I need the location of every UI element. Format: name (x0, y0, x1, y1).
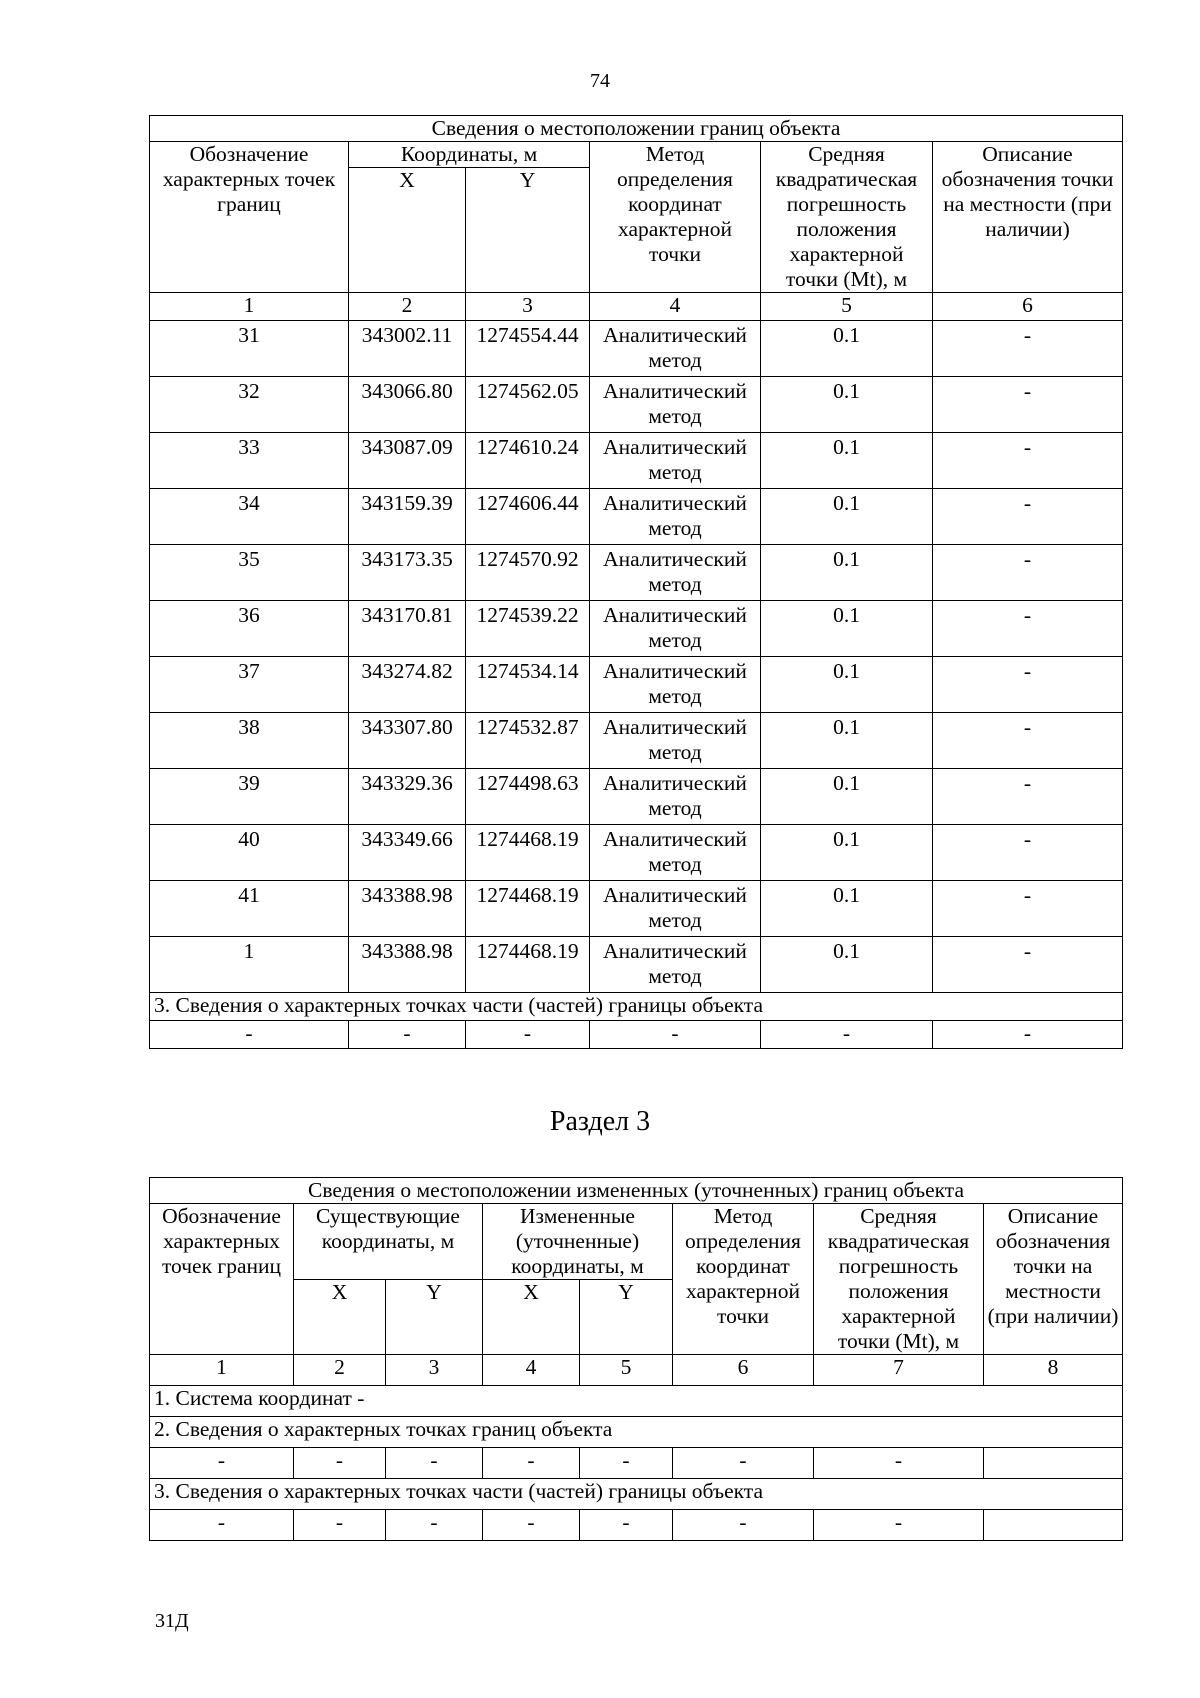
col-number: 5 (761, 293, 933, 321)
table-cell: 0.1 (761, 825, 933, 881)
header-y-existing: Y (386, 1280, 483, 1355)
header-existing-coords: Существующие координаты, м (294, 1204, 483, 1280)
table-cell: Аналитический метод (590, 545, 761, 601)
header-x-existing: X (294, 1280, 386, 1355)
table1-title: Сведения о местоположении границ объекта (150, 116, 1123, 142)
col-number: 4 (483, 1355, 580, 1386)
table-cell: - (933, 769, 1123, 825)
table-cell: Аналитический метод (590, 601, 761, 657)
table-cell: 0.1 (761, 601, 933, 657)
coordinate-system-row: 1. Система координат - (150, 1386, 1123, 1417)
table-cell: 343159.39 (349, 489, 466, 545)
table-row (150, 377, 1123, 433)
table-cell: - (150, 1510, 294, 1541)
table-row (150, 825, 1123, 881)
boundary-points-table (149, 115, 1123, 1049)
table-cell: - (349, 1021, 466, 1049)
table-cell: 1274610.24 (466, 433, 590, 489)
table-cell: 1274468.19 (466, 881, 590, 937)
table-cell: - (933, 825, 1123, 881)
col-number: 8 (984, 1355, 1123, 1386)
table-cell: 1274539.22 (466, 601, 590, 657)
table-row (150, 601, 1123, 657)
table-row (150, 657, 1123, 713)
table-row (150, 881, 1123, 937)
table-cell: - (933, 1021, 1123, 1049)
header-error: Средняя квадратическая погрешность положения характерной точки (Mt), м (814, 1204, 984, 1355)
header-method: Метод определения координат характерной точки (590, 142, 761, 293)
table-cell: - (590, 1021, 761, 1049)
table-cell: 1274468.19 (466, 937, 590, 993)
table-cell: Аналитический метод (590, 433, 761, 489)
table-cell: - (761, 1021, 933, 1049)
table-cell: - (386, 1510, 483, 1541)
table-cell: 0.1 (761, 489, 933, 545)
header-description: Описание обозначения точки на местности (при наличии) (933, 142, 1123, 293)
changed-boundaries-table (149, 1177, 1123, 1541)
header-point: Обозначение характерных точек границ (150, 1204, 294, 1355)
table-row (150, 769, 1123, 825)
table-cell: 1274562.05 (466, 377, 590, 433)
table-cell: 33 (150, 433, 349, 489)
column-number-row (150, 1355, 1123, 1386)
table-cell: 40 (150, 825, 349, 881)
table-cell: 0.1 (761, 713, 933, 769)
header-x-changed: X (483, 1280, 580, 1355)
table-row (150, 321, 1123, 377)
col-number: 6 (673, 1355, 814, 1386)
table-cell: - (814, 1448, 984, 1479)
col-number: 1 (150, 293, 349, 321)
table-cell: 343307.80 (349, 713, 466, 769)
table-cell: - (580, 1510, 673, 1541)
table-cell: - (150, 1448, 294, 1479)
header-y: Y (466, 168, 590, 293)
table-cell: 0.1 (761, 937, 933, 993)
header-error: Средняя квадратическая погрешность положения характерной точки (Mt), м (761, 142, 933, 293)
table-cell: - (580, 1448, 673, 1479)
table-cell: - (933, 377, 1123, 433)
document-code: 31Д (155, 1610, 189, 1632)
table-cell: - (814, 1510, 984, 1541)
header-method: Метод определения координат характерной точки (673, 1204, 814, 1355)
table-cell: 34 (150, 489, 349, 545)
table-cell: Аналитический метод (590, 657, 761, 713)
table-cell: - (294, 1448, 386, 1479)
col-number: 1 (150, 1355, 294, 1386)
table-cell: - (673, 1448, 814, 1479)
header-point: Обозначение характерных точек границ (150, 142, 349, 293)
table-cell: 1274570.92 (466, 545, 590, 601)
table-cell: 38 (150, 713, 349, 769)
table-cell: - (933, 657, 1123, 713)
col-number: 5 (580, 1355, 673, 1386)
table-row (150, 433, 1123, 489)
table-cell: - (933, 881, 1123, 937)
table-cell: 1274532.87 (466, 713, 590, 769)
table-cell: - (294, 1510, 386, 1541)
table-cell: 1 (150, 937, 349, 993)
table2-title: Сведения о местоположении измененных (уточненных) границ объекта (150, 1178, 1123, 1204)
table-cell: - (933, 601, 1123, 657)
table-cell: 343388.98 (349, 881, 466, 937)
page-number: 74 (590, 70, 610, 92)
table-cell: 1274468.19 (466, 825, 590, 881)
table-cell: 0.1 (761, 321, 933, 377)
table-cell: 343388.98 (349, 937, 466, 993)
table-cell: 35 (150, 545, 349, 601)
table-cell: 343066.80 (349, 377, 466, 433)
table-cell: 0.1 (761, 545, 933, 601)
boundary-section-heading: 2. Сведения о характерных точках границ объекта (150, 1417, 1123, 1448)
table-cell: Аналитический метод (590, 769, 761, 825)
table-cell: 1274554.44 (466, 321, 590, 377)
table-cell: Аналитический метод (590, 825, 761, 881)
boundary-row (150, 1448, 1123, 1479)
table-cell: Аналитический метод (590, 377, 761, 433)
table-cell: 1274498.63 (466, 769, 590, 825)
header-x: X (349, 168, 466, 293)
part-section-heading: 3. Сведения о характерных точках части (частей) границы объекта (150, 993, 1123, 1021)
table-cell: - (386, 1448, 483, 1479)
table-cell: 343349.66 (349, 825, 466, 881)
table-cell: 36 (150, 601, 349, 657)
table-cell: - (933, 713, 1123, 769)
table-cell: - (933, 321, 1123, 377)
table-cell: Аналитический метод (590, 713, 761, 769)
table-cell: - (933, 489, 1123, 545)
table-cell: - (150, 1021, 349, 1049)
table-cell (984, 1510, 1123, 1541)
table-cell: - (483, 1510, 580, 1541)
table-cell: 37 (150, 657, 349, 713)
table-cell: 343087.09 (349, 433, 466, 489)
part-row (150, 1510, 1123, 1541)
table-cell: 0.1 (761, 769, 933, 825)
part-row (150, 1021, 1123, 1049)
table-cell: 31 (150, 321, 349, 377)
table-cell: - (933, 545, 1123, 601)
table-cell: 343173.35 (349, 545, 466, 601)
header-description: Описание обозначения точки на местности (при наличии) (984, 1204, 1123, 1355)
col-number: 2 (349, 293, 466, 321)
table-cell: 1274606.44 (466, 489, 590, 545)
table-cell: Аналитический метод (590, 489, 761, 545)
table-cell: Аналитический метод (590, 321, 761, 377)
table-cell: 343274.82 (349, 657, 466, 713)
part-section-heading: 3. Сведения о характерных точках части (частей) границы объекта (150, 1479, 1123, 1510)
table-cell: 0.1 (761, 377, 933, 433)
table-row (150, 545, 1123, 601)
table-cell: 0.1 (761, 657, 933, 713)
table-cell: 343170.81 (349, 601, 466, 657)
table-cell (984, 1448, 1123, 1479)
table-cell: 0.1 (761, 433, 933, 489)
header-coords: Координаты, м (349, 142, 590, 168)
col-number: 6 (933, 293, 1123, 321)
table-cell: - (673, 1510, 814, 1541)
col-number: 2 (294, 1355, 386, 1386)
table-cell: - (466, 1021, 590, 1049)
table-cell: - (933, 937, 1123, 993)
section-heading: Раздел 3 (549, 1106, 651, 1137)
column-number-row (150, 293, 1123, 321)
table-cell: 41 (150, 881, 349, 937)
header-y-changed: Y (580, 1280, 673, 1355)
table-cell: 343002.11 (349, 321, 466, 377)
table-cell: 343329.36 (349, 769, 466, 825)
table-cell: Аналитический метод (590, 881, 761, 937)
table-cell: 0.1 (761, 881, 933, 937)
table-row (150, 489, 1123, 545)
col-number: 7 (814, 1355, 984, 1386)
table-row (150, 713, 1123, 769)
table-cell: 1274534.14 (466, 657, 590, 713)
col-number: 3 (386, 1355, 483, 1386)
table-cell: Аналитический метод (590, 937, 761, 993)
table-cell: 32 (150, 377, 349, 433)
col-number: 3 (466, 293, 590, 321)
table-cell: - (933, 433, 1123, 489)
table-cell: - (483, 1448, 580, 1479)
col-number: 4 (590, 293, 761, 321)
table-row (150, 937, 1123, 993)
table-cell: 39 (150, 769, 349, 825)
header-changed-coords: Измененные (уточненные) координаты, м (483, 1204, 673, 1280)
